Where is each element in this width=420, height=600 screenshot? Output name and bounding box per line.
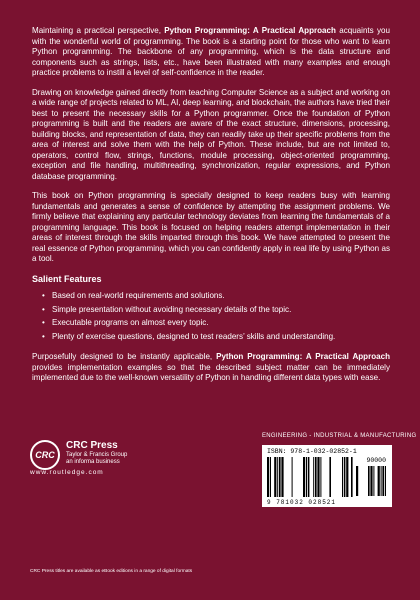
- cover-footer: [0, 428, 420, 600]
- book-title-bold: Python Programming: A Practical Approach: [164, 26, 336, 35]
- back-cover-text: [32, 26, 390, 393]
- isbn-text: ISBN: 978-1-032-02852-1: [267, 448, 357, 455]
- subject-category: ENGINEERING - INDUSTRIAL & MANUFACTURING: [262, 433, 417, 439]
- paragraph-design: This book on Python programming is specially designed to keep readers busy with learning fundamentals and generates a sense of confidence by attempting the assignment problems. We firmly believe that explaining any particular technology deviates from learning the fundamentals of a programming language. This book is focused on helping readers attempt implementation in their areas of interest through the skills imparted through this book. We have attempted to present the real essence of Python programming, which you can confidently apply in real life by using Python as a tool.: [32, 191, 390, 263]
- publisher-group-line: Taylor & Francis Group: [66, 452, 128, 458]
- features-list: [32, 291, 390, 342]
- barcode-bars-icon: [267, 457, 353, 497]
- barcode: [262, 445, 392, 507]
- publisher-website: www.routledge.com: [30, 469, 104, 476]
- intro-text-cont: acquaints you with the wonderful world of programming. The book is a starting point for those who want to learn Python programming. The backbone of any programming, which is the data structure and components such as strings, lists, etc., have been illustrated with many examples and enough practice problems to instill a level of self-confidence in the reader.: [32, 26, 390, 77]
- price-code: 90000: [366, 457, 386, 464]
- price-barcode-icon: [356, 466, 386, 496]
- list-item: • Executable programs on almost every topic.: [42, 318, 390, 329]
- intro-text: Maintaining a practical perspective,: [32, 26, 165, 35]
- salient-features-heading: Salient Features: [32, 273, 102, 284]
- publisher-group-line: an informa business: [66, 459, 120, 465]
- closing-text: Purposefully designed to be instantly applicable,: [32, 352, 217, 361]
- list-item: • Simple presentation without avoiding necessary details of the topic.: [42, 305, 390, 316]
- paragraph-closing: [32, 352, 390, 384]
- publisher-name: CRC Press: [66, 440, 118, 451]
- publisher-group: [66, 452, 127, 466]
- paragraph-authors: Drawing on knowledge gained directly from teaching Computer Science as a subject and working on a wide range of projects related to ML, AI, deep learning, and blockchain, the authors have tried their best to present the necessary skills for a Python programmer. Once the foundation of Python programming is built and the readers are aware of the exact structure, dimensions, processing, building blocks, and representation of data, they can readily take up their specific problems from the area of interest and solve them with the help of Python. These include, but are not limited to, operators, control flow, strings, functions, module processing, object-oriented programming, exception and file handling, multithreading, synchronization, regular expressions, and Python database programming.: [32, 87, 390, 181]
- ebook-note: CRC Press titles are available as eBook editions in a range of digital formats: [30, 569, 193, 574]
- closing-text-cont: provides implementation examples so that the described subject matter can be immediately implemented due to the well-known versatility of Python in handling different data types with ease.: [32, 362, 390, 382]
- paragraph-intro: [32, 26, 390, 79]
- list-item: • Based on real-world requirements and solutions.: [42, 291, 390, 302]
- crc-logo-icon: CRC: [30, 440, 60, 470]
- barcode-number: 9 781032 028521: [267, 499, 337, 506]
- list-item: • Plenty of exercise questions, designed to test readers’ skills and understanding.: [42, 332, 390, 343]
- book-title-bold: Python Programming: A Practical Approach: [216, 352, 391, 361]
